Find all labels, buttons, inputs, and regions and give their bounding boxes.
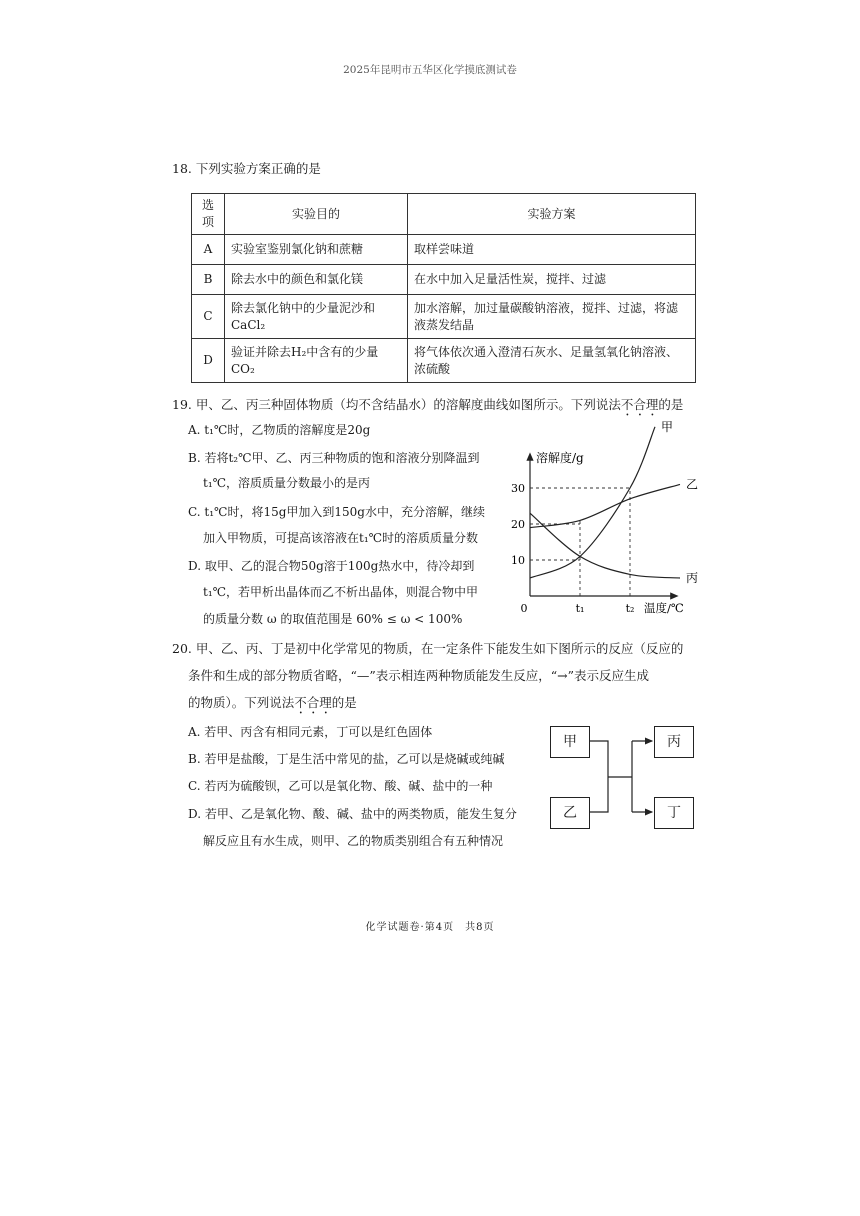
q20-stem-text: 的物质）。下列说法 <box>188 695 295 710</box>
y-axis-label: 溶解度/g <box>536 451 584 465</box>
series-label: 乙 <box>686 477 699 492</box>
q19-option-c-line1: C. t₁℃时，将15g甲加入到150g水中，充分溶解，继续 <box>188 505 485 519</box>
box-bing: 丙 <box>654 726 694 758</box>
curve-series-3 <box>530 513 680 578</box>
curve-series-1 <box>530 427 655 578</box>
q19-emphasis: 不合理 <box>620 397 659 412</box>
x-axis-label: 温度/℃ <box>644 601 684 615</box>
q19-option-c-line2: 加入甲物质，可提高该溶液在t₁℃时的溶质质量分数 <box>203 531 479 545</box>
page-header: 2025年昆明市五华区化学摸底测试卷 <box>343 64 517 76</box>
q19-stem-text: 19. 甲、乙、丙三种固体物质（均不含结晶水）的溶解度曲线如图所示。下列说法 <box>172 397 621 412</box>
q19-option-d-line2: t₁℃，若甲析出晶体而乙不析出晶体，则混合物中甲 <box>203 585 479 599</box>
table-row <box>192 339 696 383</box>
series-label: 丙 <box>686 571 699 585</box>
q20-option-c: C. 若丙为硫酸钡，乙可以是氧化物、酸、碱、盐中的一种 <box>188 779 493 793</box>
q19-option-b-line1: B. 若将t₂℃甲、乙、丙三种物质的饱和溶液分别降温到 <box>188 451 480 465</box>
box-jia: 甲 <box>550 726 590 758</box>
q20-option-d-line2: 解反应且有水生成，则甲、乙的物质类别组合有五种情况 <box>203 834 504 848</box>
q19-option-d-line1: D. 取甲、乙的混合物50g溶于100g热水中，待冷却到 <box>188 559 475 573</box>
table-row <box>192 295 696 339</box>
q20-option-d-line1: D. 若甲、乙是氧化物、酸、碱、盐中的两类物质，能发生复分 <box>188 807 517 821</box>
box-ding: 丁 <box>654 797 694 829</box>
y-tick-label: 10 <box>511 554 525 567</box>
q19-stem <box>172 396 683 419</box>
row-purpose: 验证并除去H₂中含有的少量CO₂ <box>225 339 408 383</box>
table-row <box>192 265 696 295</box>
q19-stem-end: 的是 <box>658 397 684 412</box>
row-plan: 加水溶解，加过量碳酸钠溶液，搅拌、过滤，将滤液蒸发结晶 <box>408 295 696 339</box>
x-tick-label: t₁ <box>575 602 585 615</box>
row-option: B <box>192 265 225 295</box>
table-row <box>192 235 696 265</box>
col-option: 选项 <box>192 194 225 235</box>
q20-stem-line2: 条件和生成的部分物质省略，“—”表示相连两种物质能发生反应，“→”表示反应生成 <box>188 668 650 683</box>
series-label: 甲 <box>661 419 674 434</box>
q18-stem: 18. 下列实验方案正确的是 <box>172 161 321 176</box>
q20-option-a: A. 若甲、丙含有相同元素，丁可以是红色固体 <box>188 725 433 739</box>
q18-table <box>191 193 696 383</box>
q20-stem-end: 的是 <box>331 695 357 710</box>
row-purpose: 除去水中的颜色和氯化镁 <box>225 265 408 295</box>
solubility-chart <box>500 419 700 628</box>
connector-jia-yi <box>588 741 608 812</box>
y-tick-label: 30 <box>511 482 525 495</box>
q19-option-a: A. t₁℃时，乙物质的溶解度是20g <box>188 423 371 437</box>
row-option: A <box>192 235 225 265</box>
q20-stem-line1: 20. 甲、乙、丙、丁是初中化学常见的物质，在一定条件下能发生如下图所示的反应（反应的 <box>172 641 684 656</box>
y-tick-label: 20 <box>511 518 525 531</box>
origin-label: 0 <box>520 602 528 615</box>
page-footer: 化学试题卷·第4页 共8页 <box>365 922 495 933</box>
row-purpose: 实验室鉴别氯化钠和蔗糖 <box>225 235 408 265</box>
row-option: C <box>192 295 225 339</box>
q20-option-b: B. 若甲是盐酸，丁是生活中常见的盐，乙可以是烧碱或纯碱 <box>188 752 505 766</box>
row-purpose: 除去氯化钠中的少量泥沙和CaCl₂ <box>225 295 408 339</box>
row-option: D <box>192 339 225 383</box>
q20-emphasis: 不合理 <box>294 695 332 710</box>
row-plan: 在水中加入足量活性炭，搅拌、过滤 <box>408 265 696 295</box>
curve-series-2 <box>530 484 680 527</box>
x-tick-label: t₂ <box>625 602 635 615</box>
q19-option-b-line2: t₁℃，溶质质量分数最小的是丙 <box>203 476 371 490</box>
q19-option-d-line3: 的质量分数 ω 的取值范围是 60% ≤ ω < 100% <box>203 612 463 626</box>
col-plan: 实验方案 <box>408 194 696 235</box>
table-header-row <box>192 194 696 235</box>
row-plan: 取样尝味道 <box>408 235 696 265</box>
box-yi: 乙 <box>550 797 590 829</box>
q20-stem-line3 <box>188 694 357 717</box>
row-plan: 将气体依次通入澄清石灰水、足量氢氧化钠溶液、浓硫酸 <box>408 339 696 383</box>
col-purpose: 实验目的 <box>225 194 408 235</box>
